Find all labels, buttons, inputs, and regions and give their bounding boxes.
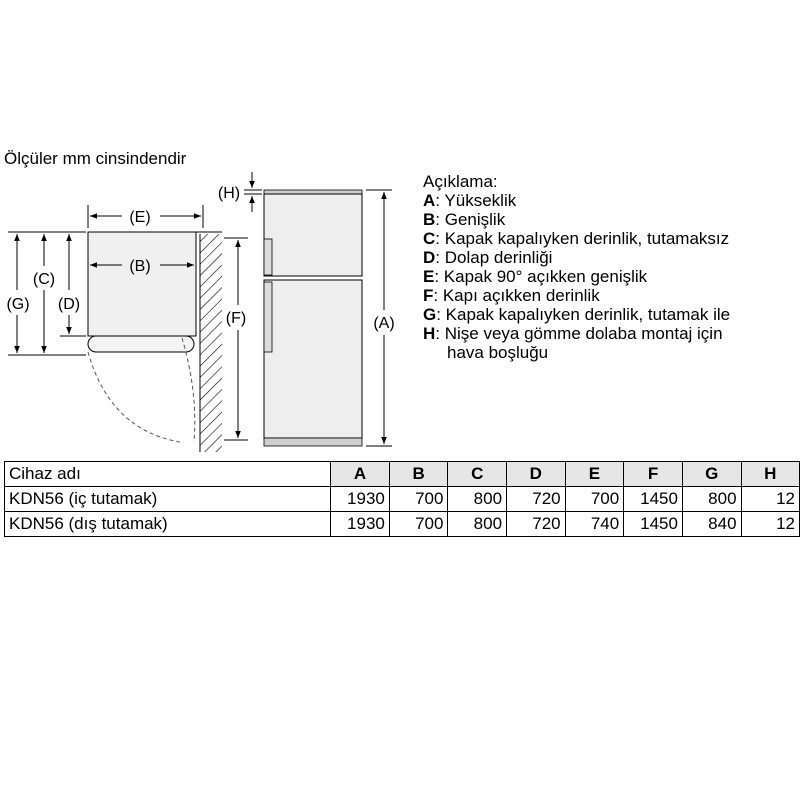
dim-f — [224, 238, 248, 440]
door-swing-arc — [88, 352, 180, 442]
header-g: G — [682, 462, 741, 487]
cell-device-name: KDN56 (dış tutamak) — [5, 512, 331, 537]
fridge-base — [264, 438, 362, 446]
header-h: H — [741, 462, 799, 487]
table-row — [5, 487, 800, 512]
cell-device-name: KDN56 (iç tutamak) — [5, 487, 331, 512]
door-open-outline — [182, 338, 195, 442]
legend-item-a: A: Yükseklik — [423, 191, 517, 210]
dim-label-b: (B) — [129, 258, 151, 275]
dim-label-e: (E) — [129, 209, 151, 226]
cell-d: 720 — [507, 487, 566, 512]
legend-item-f: F: Kapı açıkken derinlik — [423, 286, 600, 305]
dim-label-h: (H) — [217, 185, 241, 202]
fridge-front-view — [264, 190, 362, 446]
cell-c: 800 — [448, 487, 507, 512]
cell-e: 740 — [565, 512, 624, 537]
legend-item-e: E: Kapak 90° açıkken genişlik — [423, 267, 648, 286]
fridge-top-cap — [264, 190, 362, 194]
dimension-table — [4, 461, 800, 537]
cell-b: 700 — [389, 512, 448, 537]
header-d: D — [507, 462, 566, 487]
fridge-door — [264, 280, 362, 438]
cell-c: 800 — [448, 512, 507, 537]
legend-item-h-continuation: hava boşluğu — [447, 343, 549, 362]
cell-b: 700 — [389, 487, 448, 512]
cell-a: 1930 — [331, 512, 390, 537]
cell-g: 800 — [682, 487, 741, 512]
legend-item-g: G: Kapak kapalıyken derinlik, tutamak ile — [423, 305, 731, 324]
cell-a: 1930 — [331, 487, 390, 512]
fridge-handle — [264, 282, 272, 352]
legend-item-c: C: Kapak kapalıyken derinlik, tutamaksız — [423, 229, 730, 248]
dim-h — [218, 172, 262, 212]
cell-h: 12 — [741, 487, 799, 512]
header-b: B — [389, 462, 448, 487]
dim-e — [88, 205, 203, 228]
dim-c-d-g — [6, 232, 86, 355]
legend-item-h: H: Nişe veya gömme dolaba montaj için — [423, 324, 723, 343]
freezer-door — [264, 194, 362, 276]
legend-item-d: D: Dolap derinliği — [423, 248, 553, 267]
cell-d: 720 — [507, 512, 566, 537]
header-c: C — [448, 462, 507, 487]
dim-label-a: (A) — [373, 315, 395, 332]
table-header-row — [5, 462, 800, 487]
dim-label-d: (D) — [57, 296, 81, 313]
legend-item-b: B: Genişlik — [423, 210, 506, 229]
header-a: A — [331, 462, 390, 487]
header-device-name: Cihaz adı — [5, 462, 331, 487]
cell-g: 840 — [682, 512, 741, 537]
cell-f: 1450 — [624, 487, 683, 512]
legend — [423, 172, 730, 362]
door-top-view — [88, 336, 194, 352]
units-note: Ölçüler mm cinsindendir — [4, 149, 187, 168]
dim-label-f: (F) — [225, 310, 247, 327]
header-f: F — [624, 462, 683, 487]
cell-f: 1450 — [624, 512, 683, 537]
wall-hatch — [200, 234, 222, 452]
table-row — [5, 512, 800, 537]
dim-label-c: (C) — [32, 271, 56, 288]
dim-a — [366, 190, 395, 446]
cell-h: 12 — [741, 512, 799, 537]
dim-label-g: (G) — [6, 296, 30, 313]
cell-e: 700 — [565, 487, 624, 512]
cabinet-top-view — [88, 232, 196, 336]
legend-title: Açıklama: — [423, 172, 498, 191]
header-e: E — [565, 462, 624, 487]
freezer-handle — [264, 239, 272, 275]
